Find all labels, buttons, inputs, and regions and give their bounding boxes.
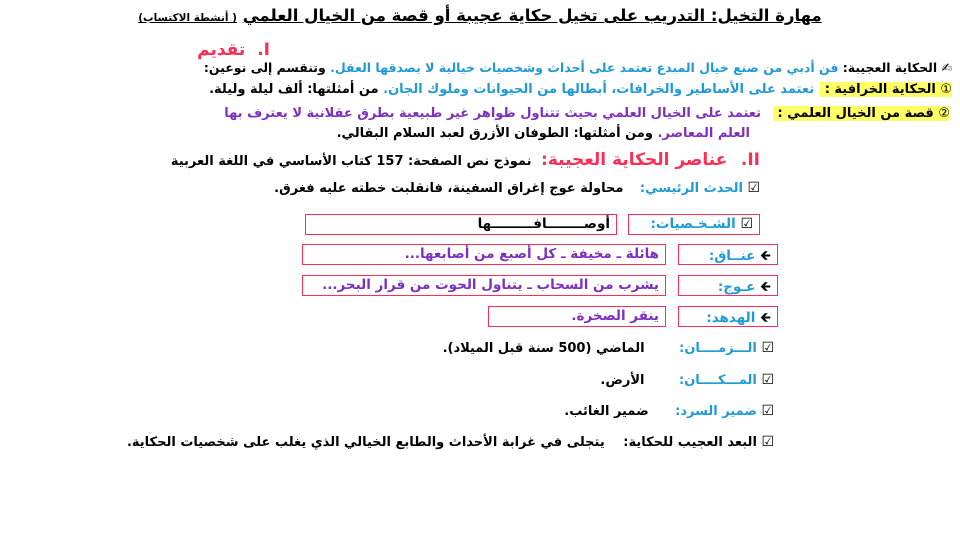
character-name: عـوج: <box>717 279 756 295</box>
narration-label: ضمير السرد: <box>675 404 757 419</box>
definition-text: فن أدبي من صنع خيال المبدع تعتمد على أحداث وشخصيات خيالية لا يصدقها العقل. <box>330 60 839 75</box>
title-main: مهارة التخيل: التدريب على تخيل حكاية عجيبة أو قصة من الخيال العلمي <box>242 6 822 25</box>
section-2-heading <box>171 150 760 170</box>
characters-label: الشـخـصيات: <box>650 216 736 232</box>
section-2-title: عناصر الحكاية العجيبة: <box>541 150 728 170</box>
character-name-box <box>678 275 778 296</box>
arrow-icon: 🡸 <box>760 310 771 326</box>
main-event-text: محاولة عوج إغراق السفينة، فانقلبت خطته عليه فغرق. <box>274 181 624 196</box>
place-label: المـــكــــان: <box>679 373 757 388</box>
title-sub: ( أنشطة الاكتساب) <box>138 12 237 24</box>
section-2-numeral: II. <box>740 150 760 170</box>
narration-line <box>564 403 774 419</box>
character-name-box <box>678 244 778 265</box>
character-desc-box <box>302 244 666 265</box>
type-2-example: ومن أمثلتها: الطوفان الأزرق لعبد السلام البقالي. <box>336 126 653 141</box>
character-description: هائلة ـ مخيفة ـ كل أصبع من أصابعها... <box>404 246 659 262</box>
place-text: الأرض. <box>600 373 645 388</box>
narration-text: ضمير الغائب. <box>564 404 649 419</box>
characters-header: أوصــــــــافـــــــــها <box>477 216 610 232</box>
section-1-title: تقديم <box>197 40 246 60</box>
character-description: يشرب من السحاب ـ يتناول الحوت من قرار البحر... <box>322 277 659 293</box>
characters-label-box <box>628 214 760 235</box>
type-1-line <box>209 82 952 97</box>
character-desc-box <box>488 306 666 327</box>
check-icon: ☑ <box>761 403 774 419</box>
definition-label: الحكاية العجيبة: <box>842 60 938 75</box>
check-icon: ☑ <box>761 372 774 388</box>
main-event-label: الحدث الرئيسي: <box>639 181 743 196</box>
wonder-text: يتجلى في غرابة الأحداث والطابع الخيالي الذي يغلب على شخصيات الحكاية. <box>126 435 605 450</box>
section-1-heading <box>197 40 270 60</box>
type-2-line <box>224 106 950 121</box>
character-name-box <box>678 306 778 327</box>
time-line <box>443 340 774 356</box>
main-event-line <box>274 180 760 196</box>
type-2-description-1: تعتمد على الخيال العلمي بحيث تتناول ظواهر غير طبيعية بطرق عقلانية لا يعترف بها <box>224 106 761 121</box>
number-one-icon: ① <box>940 82 952 97</box>
pen-icon: ✍ <box>941 60 952 75</box>
wonder-label: البعد العجيب للحكاية: <box>623 435 757 450</box>
check-icon: ☑ <box>761 434 774 450</box>
check-icon: ☑ <box>747 180 760 196</box>
arrow-icon: 🡸 <box>760 279 771 295</box>
check-icon: ☑ <box>761 340 774 356</box>
type-1-description: تعتمد على الأساطير والخرافات، أبطالها من الحيوانات وملوك الجان. <box>383 82 815 97</box>
time-text: الماضي (500 سنة قبل الميلاد). <box>442 341 645 356</box>
arrow-icon: 🡸 <box>760 248 771 264</box>
definition-tail: وتنقسم إلى نوعين: <box>203 60 326 75</box>
type-2-label: ② قصة من الخيال العلمي : <box>773 106 950 121</box>
definition-line <box>204 60 952 75</box>
character-name: الهدهد: <box>706 310 756 326</box>
type-2-line-2 <box>337 126 750 141</box>
character-description: ينقر الصخرة. <box>571 308 659 324</box>
time-label: الـــزمــــان: <box>679 341 757 356</box>
character-name: عنــاق: <box>708 248 756 264</box>
type-1-example: من أمثلتها: ألف ليلة وليلة. <box>209 82 379 97</box>
character-desc-box <box>302 275 666 296</box>
type-1-label: ① الحكاية الخرافية : <box>820 82 952 97</box>
type-2-description-2: العلم المعاصر. <box>657 126 750 141</box>
number-two-icon: ② <box>938 106 950 121</box>
section-1-numeral: I. <box>257 40 270 60</box>
model-text: نموذج نص الصفحة: 157 كتاب الأساسي في اللغة العربية <box>170 154 532 169</box>
page-title <box>0 6 960 25</box>
wonder-line <box>127 434 774 450</box>
place-line <box>600 372 774 388</box>
check-icon: ☑ <box>740 216 753 232</box>
characters-header-box <box>305 214 617 235</box>
